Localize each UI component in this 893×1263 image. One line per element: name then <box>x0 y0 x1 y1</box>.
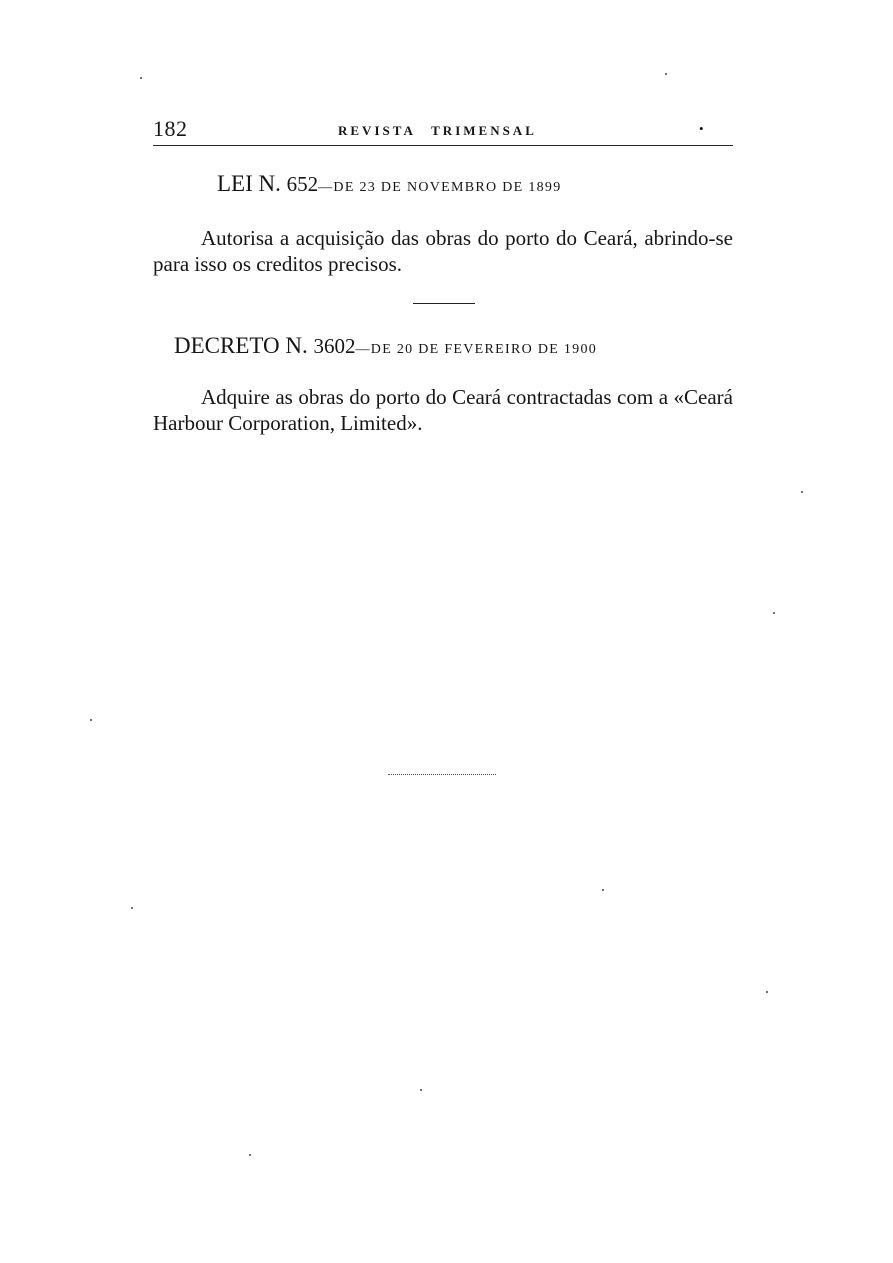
header-mark: • <box>699 121 704 136</box>
closing-rule <box>388 774 496 775</box>
lei-summary-text: Autorisa a acquisição das obras do porto do Ceará, abrindo-se para isso os creditos precisos. <box>153 226 733 276</box>
scan-speck <box>131 907 133 909</box>
header-rule <box>153 145 733 146</box>
journal-title: REVISTA TRIMENSAL <box>338 123 537 138</box>
running-header <box>153 116 733 142</box>
scan-speck <box>249 1154 251 1156</box>
scan-speck <box>773 612 775 614</box>
decreto-heading-label: DECRETO N. <box>174 333 308 358</box>
scan-speck <box>766 991 768 993</box>
decreto-summary <box>153 384 733 436</box>
lei-heading <box>217 171 562 197</box>
scan-speck <box>665 73 667 75</box>
decreto-heading-number: 3602 <box>313 334 356 358</box>
lei-heading-number: 652 <box>286 172 319 196</box>
lei-heading-label: LEI N. <box>217 171 281 196</box>
lei-summary <box>153 225 733 277</box>
scan-speck <box>140 77 142 79</box>
scan-speck <box>602 889 604 891</box>
entry-separator <box>413 303 475 304</box>
scan-speck <box>90 719 92 721</box>
page-number: 182 <box>153 116 188 141</box>
decreto-heading <box>174 333 597 359</box>
scan-speck <box>801 491 803 493</box>
decreto-summary-text: Adquire as obras do porto do Ceará contractadas com a «Ceará Harbour Corporation, Limited». <box>153 385 733 435</box>
lei-heading-date: —DE 23 DE NOVEMBRO DE 1899 <box>318 180 562 195</box>
scan-speck <box>420 1089 422 1091</box>
decreto-heading-date: —DE 20 DE FEVEREIRO DE 1900 <box>355 342 598 357</box>
